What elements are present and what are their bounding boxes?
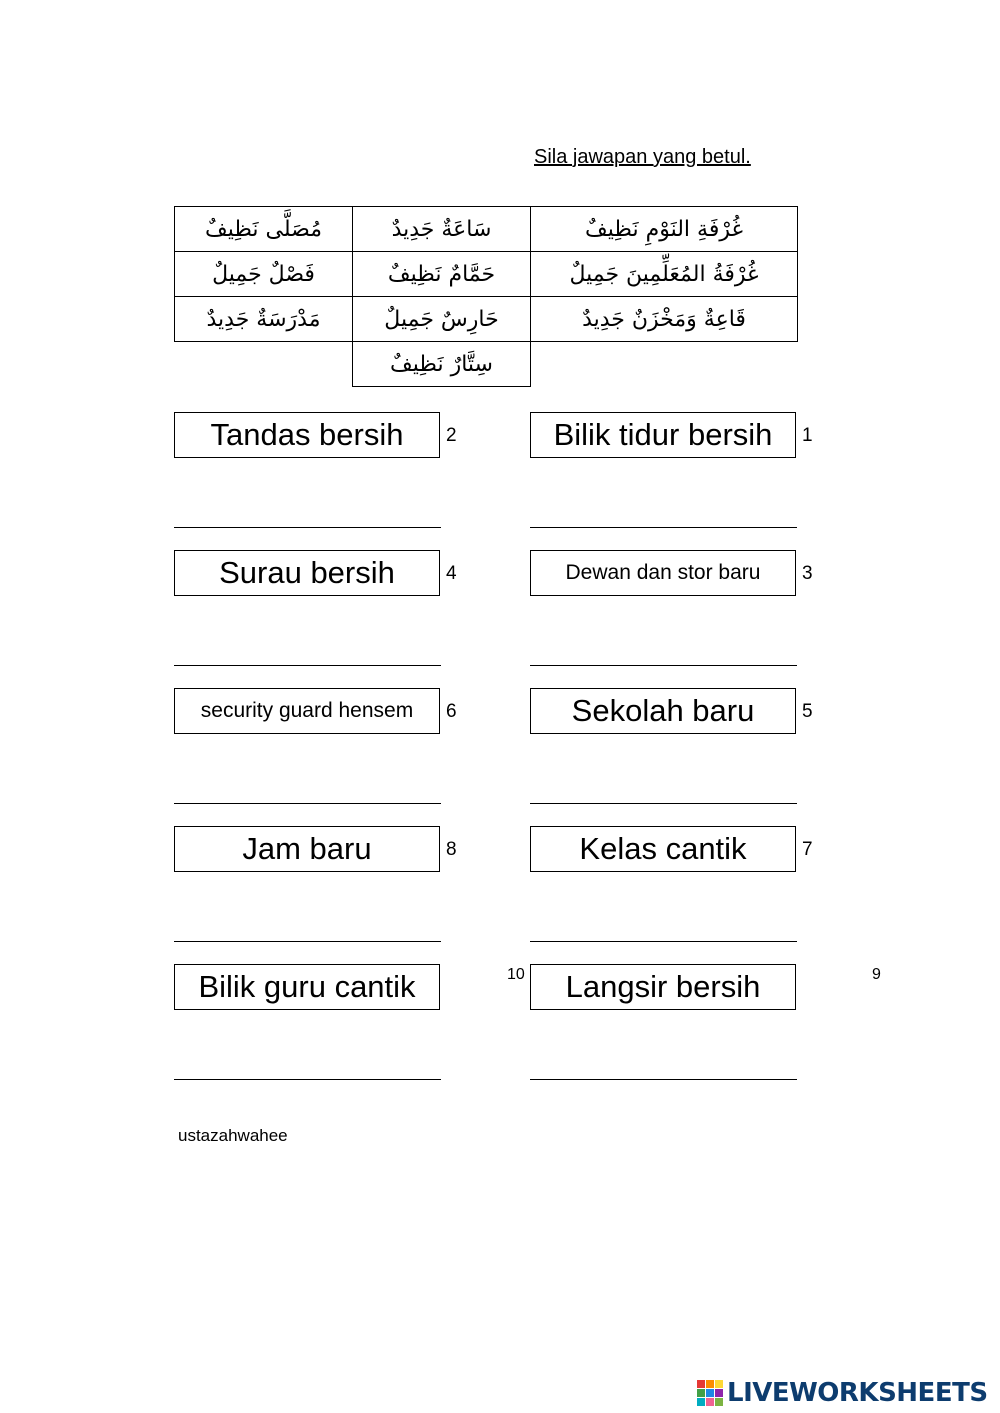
question-number-10: 10 (507, 966, 525, 983)
phrase-box-3: Dewan dan stor baru (530, 550, 796, 596)
logo-square (706, 1398, 714, 1406)
answer-line-7[interactable] (530, 941, 797, 942)
instruction-text: Sila jawapan yang betul. (534, 146, 751, 168)
table-cell: سَاعَةٌ جَدِيدٌ (353, 207, 531, 252)
table-cell: مَدْرَسَةٌ جَدِيدٌ (175, 297, 353, 342)
question-number-7: 7 (802, 839, 813, 860)
brand-wordmark: LIVEWORKSHEETS (727, 1378, 988, 1408)
question-number-3: 3 (802, 563, 813, 584)
phrase-box-5: Sekolah baru (530, 688, 796, 734)
author-credit: ustazahwahee (178, 1126, 288, 1145)
arabic-phrase-table (174, 206, 798, 387)
liveworksheets-logo-icon (697, 1380, 723, 1406)
table-cell: حَمَّامٌ نَظِيفٌ (353, 252, 531, 297)
liveworksheets-brand (697, 1378, 988, 1408)
logo-square (706, 1389, 714, 1397)
table-cell: قَاعِةٌ وَمَخْزَنٌ جَدِيدٌ (531, 297, 798, 342)
question-number-8: 8 (446, 839, 457, 860)
question-number-9: 9 (872, 966, 881, 983)
table-cell: حَارِسٌ جَمِيلٌ (353, 297, 531, 342)
question-number-1: 1 (802, 425, 813, 446)
question-number-5: 5 (802, 701, 813, 722)
table-row (175, 252, 798, 297)
question-number-6: 6 (446, 701, 457, 722)
logo-square (715, 1380, 723, 1388)
question-number-2: 2 (446, 425, 457, 446)
answer-line-9[interactable] (530, 1079, 797, 1080)
answer-line-6[interactable] (174, 803, 441, 804)
table-cell: غُرْفَةِ النَوْمِ نَظِيفٌ (531, 207, 798, 252)
phrase-box-6: security guard hensem (174, 688, 440, 734)
table-cell-empty (531, 342, 798, 387)
logo-square (697, 1389, 705, 1397)
table-row (175, 342, 798, 387)
phrase-box-8: Jam baru (174, 826, 440, 872)
logo-square (697, 1398, 705, 1406)
question-number-4: 4 (446, 563, 457, 584)
logo-square (715, 1398, 723, 1406)
phrase-box-9: Langsir bersih (530, 964, 796, 1010)
answer-line-5[interactable] (530, 803, 797, 804)
logo-square (715, 1389, 723, 1397)
answer-line-4[interactable] (174, 665, 441, 666)
phrase-box-7: Kelas cantik (530, 826, 796, 872)
phrase-box-10: Bilik guru cantik (174, 964, 440, 1010)
table-cell-empty (175, 342, 353, 387)
answer-line-1[interactable] (530, 527, 797, 528)
answer-line-10[interactable] (174, 1079, 441, 1080)
phrase-box-4: Surau bersih (174, 550, 440, 596)
answer-line-2[interactable] (174, 527, 441, 528)
answer-line-8[interactable] (174, 941, 441, 942)
phrase-box-2: Tandas bersih (174, 412, 440, 458)
table-cell: فَصْلٌ جَمِيلٌ (175, 252, 353, 297)
logo-square (697, 1380, 705, 1388)
table-cell: غُرْفَةُ المُعَلِّمِينَ جَمِيلٌ (531, 252, 798, 297)
answer-line-3[interactable] (530, 665, 797, 666)
table-row (175, 207, 798, 252)
table-cell: مُصَلَّى نَظِيفٌ (175, 207, 353, 252)
table-row (175, 297, 798, 342)
phrase-box-1: Bilik tidur bersih (530, 412, 796, 458)
table-cell: سِتَّارٌ نَظِيفٌ (353, 342, 531, 387)
logo-square (706, 1380, 714, 1388)
